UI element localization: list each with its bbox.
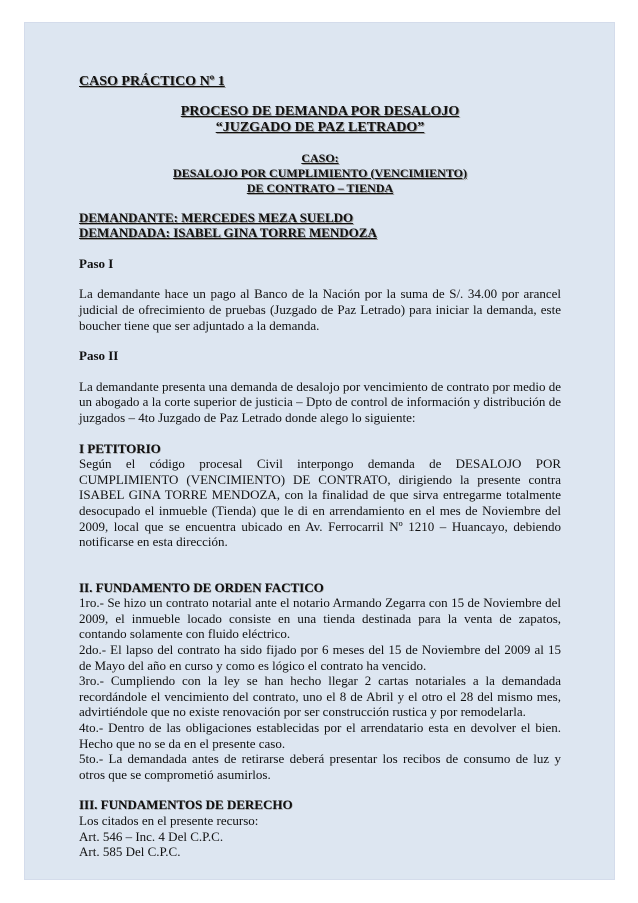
petitorio-title: I PETITORIO xyxy=(79,440,161,456)
process-title-line-1: PROCESO DE DEMANDA POR DESALOJO xyxy=(180,103,460,119)
document-content xyxy=(79,74,561,860)
paso-1-text: La demandante hace un pago al Banco de la Nación por la suma de S/. 34.00 por arancel judicial de ofrecimiento de pruebas (Juzgado de Paz Letrado) para iniciar la demanda, este boucher tiene que ser adjuntado a la demanda. xyxy=(79,286,561,333)
parties xyxy=(79,210,561,241)
derecho-title: III. FUNDAMENTOS DE DERECHO xyxy=(79,797,293,813)
demandante: DEMANDANTE: MERCEDES MEZA SUELDO xyxy=(79,209,354,225)
case-label: CASO: xyxy=(301,150,339,165)
derecho-line-1: Los citados en el presente recurso: xyxy=(79,813,259,828)
fundamento-title: II. FUNDAMENTO DE ORDEN FACTICO xyxy=(79,579,324,595)
demandada: DEMANDADA: ISABEL GINA TORRE MENDOZA xyxy=(79,225,377,241)
paso-2-title: Paso II xyxy=(79,348,119,364)
paso-1-title: Paso I xyxy=(79,255,114,271)
case-description xyxy=(79,151,561,196)
derecho-line-2: Art. 546 – Inc. 4 Del C.P.C. xyxy=(79,828,224,844)
case-line-1: DESALOJO POR CUMPLIMIENTO (VENCIMIENTO) xyxy=(173,165,467,180)
document-page xyxy=(24,22,615,880)
process-title-line-2: “JUZGADO DE PAZ LETRADO” xyxy=(215,120,425,136)
petitorio-text: Según el código procesal Civil interpongo demanda de DESALOJO POR CUMPLIMIENTO (VENCIMIENTO) DE CONTRATO, dirigiendo la presente contra ISABEL GINA TORRE MENDOZA, con la finalidad de que sirva entregarme totalmente desocupado el inmueble (Tienda) que le di en arrendamiento en el mes de Noviembre del 2009, local que se encuentra ubicado en Av. Ferrocarril Nº 1210 – Huancayo, debiendo notificarse en esta dirección. xyxy=(79,456,561,550)
case-study-title: CASO PRÁCTICO Nº 1 xyxy=(79,74,225,89)
fundamento-item-1: 1ro.- Se hizo un contrato notarial ante el notario Armando Zegarra con 15 de Noviembre del 2009, el inmueble locado consiste en una tienda destinada para la venta de zapatos, contando solamente con fluido eléctrico. xyxy=(79,595,561,642)
fundamento-item-5: 5to.- La demandada antes de retirarse deberá presentar los recibos de consumo de luz y otros que se comprometió asumirlos. xyxy=(79,751,561,782)
process-title xyxy=(79,104,561,137)
derecho-line-3: Art. 585 Del C.P.C. xyxy=(79,844,181,860)
fundamento-item-4: 4to.- Dentro de las obligaciones establecidas por el arrendatario esta en devolver el bien. Hecho que no se da en el presente caso. xyxy=(79,720,561,751)
case-line-2: DE CONTRATO – TIENDA xyxy=(246,180,394,195)
fundamento-item-3: 3ro.- Cumpliendo con la ley se han hecho llegar 2 cartas notariales a la demandada recordándole el vencimiento del contrato, uno el 8 de Abril y el otro el 28 del mismo mes, advirtiéndole que no existe renovación por ser construcción rustica y por remodelarla. xyxy=(79,673,561,720)
paso-2-text: La demandante presenta una demanda de desalojo por vencimiento de contrato por medio de un abogado a la corte superior de justicia – Dpto de control de información y distribución de juzgados – 4to Juzgado de Paz Letrado donde alego lo siguiente: xyxy=(79,378,561,425)
fundamento-item-2: 2do.- El lapso del contrato ha sido fijado por 6 meses del 15 de Noviembre del 2009 al 15 de Mayo del año en curso y como es lógico el contrato ha vencido. xyxy=(79,642,561,673)
